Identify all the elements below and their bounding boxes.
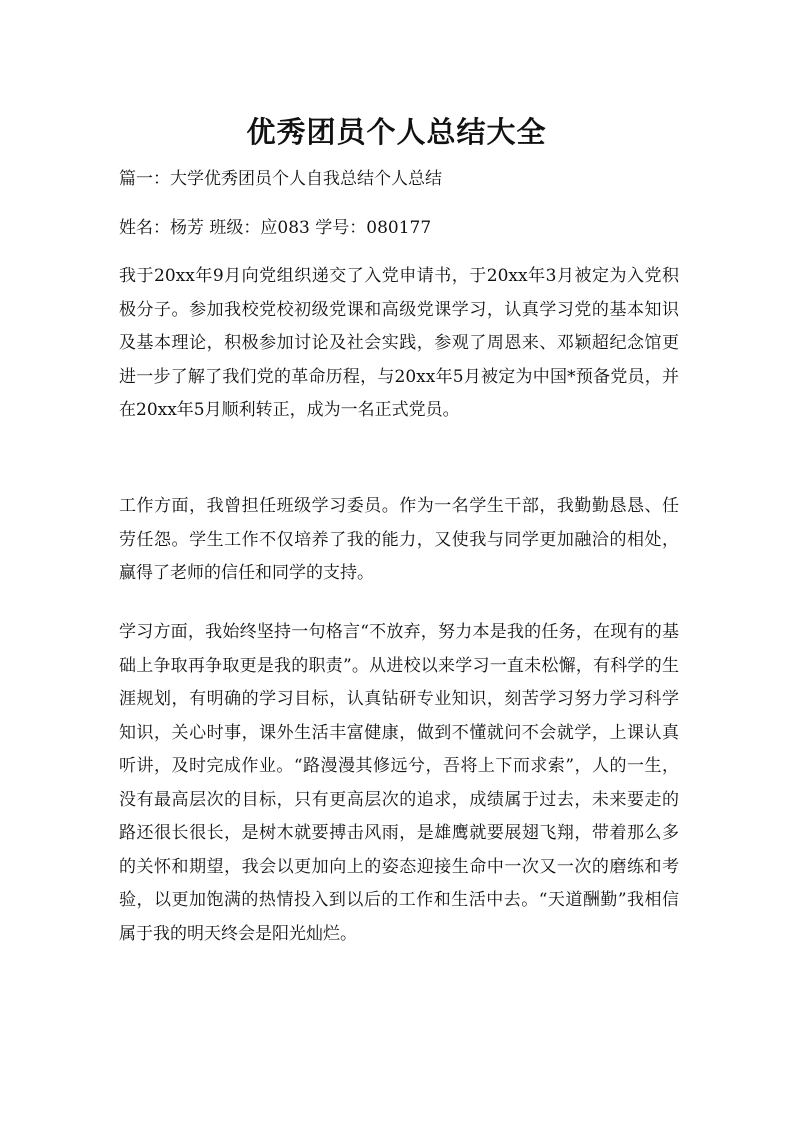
section-subtitle: 篇一：大学优秀团员个人自我总结个人总结 — [119, 169, 442, 189]
document-title: 优秀团员个人总结大全 — [246, 115, 547, 150]
paragraph-party-membership: 我于20xx年9月向党组织递交了入党申请书，于20xx年3月被定为入党积极分子。参加我校党校初级党课和高级党课学习，认真学习党的基本知识及基本理论，积极参加讨论及社会实践，参观了周恩来、邓颖超纪念馆更进一步了解了我们党的革命历程，与20xx年5月被定为中国*预备党员，并在20xx年5月顺利转正，成为一名正式党员。 — [119, 266, 679, 420]
student-info: 姓名：杨芳 班级：应083 学号：080177 — [119, 218, 432, 238]
paragraph-work: 工作方面，我曾担任班级学习委员。作为一名学生干部，我勤勤恳恳、任劳任怨。学生工作不仅培养了我的能力，又使我与同学更加融洽的相处，赢得了老师的信任和同学的支持。 — [119, 496, 679, 583]
paragraph-study: 学习方面，我始终坚持一句格言“不放弃，努力本是我的任务，在现有的基础上争取再争取更是我的职责”。从进校以来学习一直未松懈，有科学的生涯规划，有明确的学习目标，认真钻研专业知识，刻苦学习努力学习科学知识，关心时事，课外生活丰富健康，做到不懂就问不会就学，上课认真听讲，及时完成作业。“路漫漫其修远兮，吾将上下而求索”，人的一生，没有最高层次的目标，只有更高层次的追求，成绩属于过去，未来要走的路还很长很长，是树木就要搏击风雨，是雄鹰就要展翅飞翔，带着那么多的关怀和期望，我会以更加向上的姿态迎接生命中一次又一次的磨练和考验，以更加饱满的热情投入到以后的工作和生活中去。“天道酬勤”我相信属于我的明天终会是阳光灿烂。 — [119, 622, 679, 944]
